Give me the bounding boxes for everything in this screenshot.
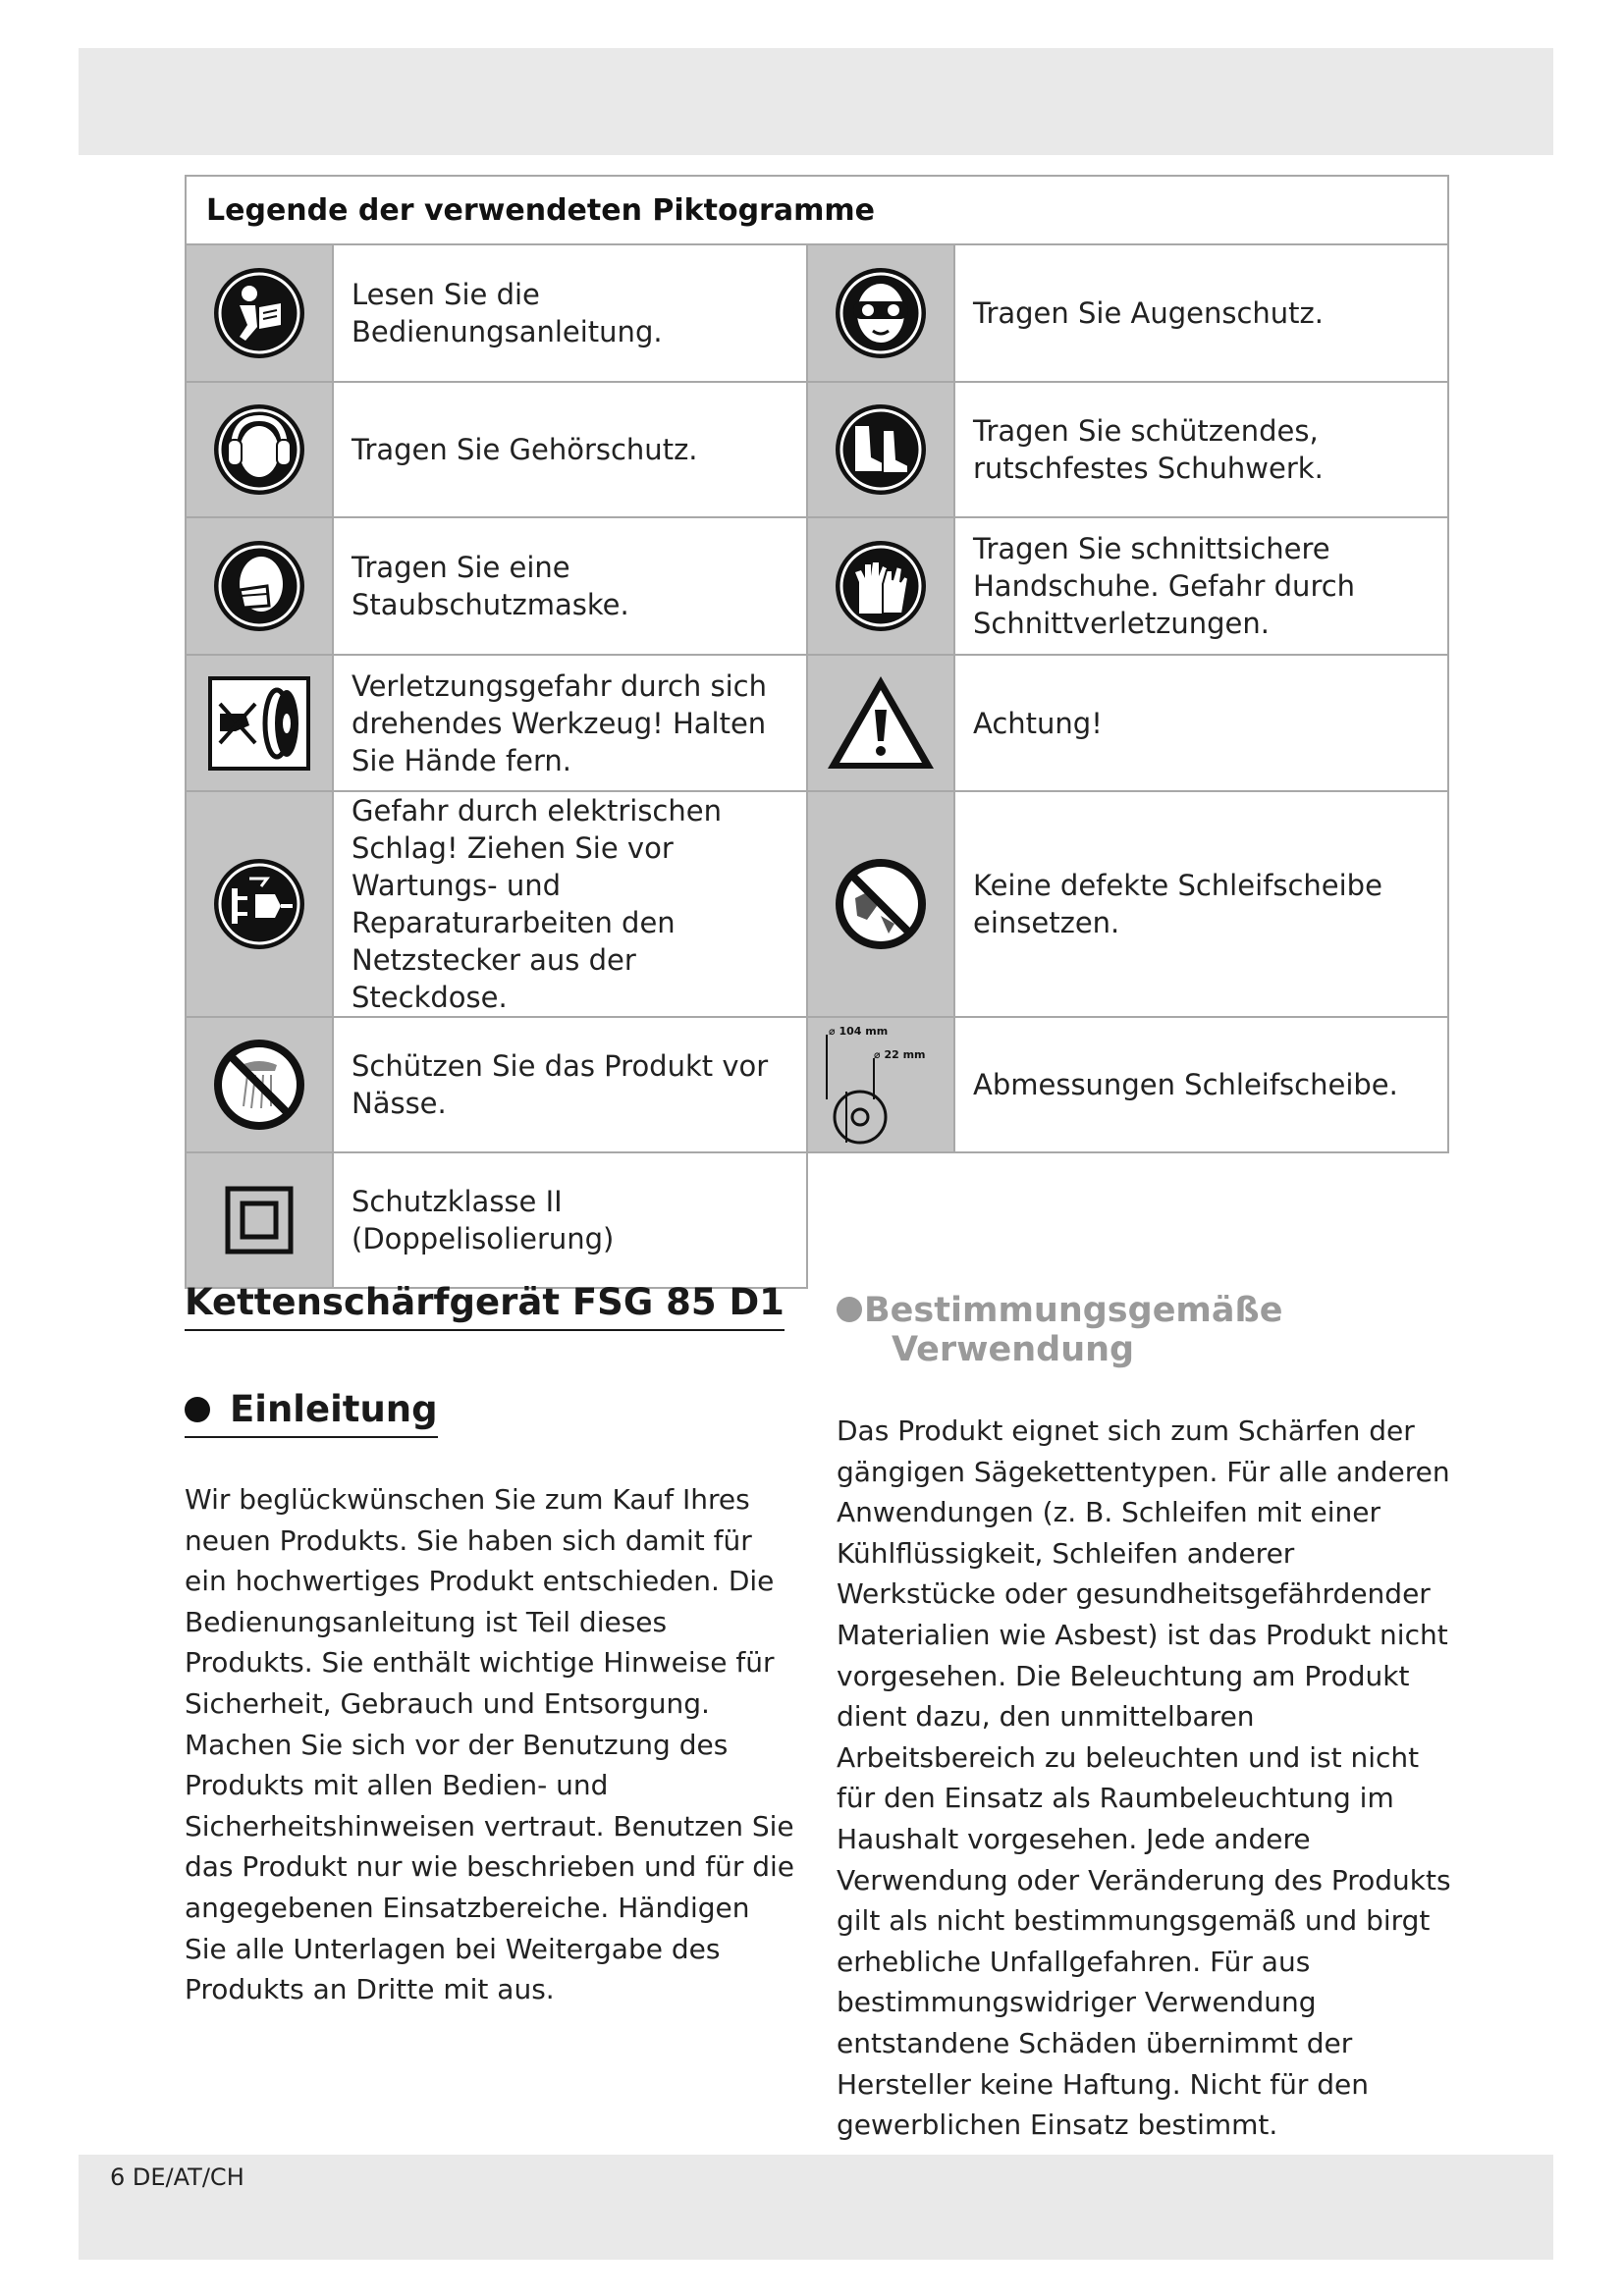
legend-text-rotating-tool: Verletzungsgefahr durch sich drehendes Werkzeug! Halten Sie Hände fern. <box>333 655 807 791</box>
legend-text-warning: Achtung! <box>954 655 1448 791</box>
pictogram-legend-table <box>185 175 1449 1289</box>
bullet-icon <box>185 1397 210 1422</box>
legend-title: Legende der verwendeten Piktogramme <box>186 176 1448 244</box>
dust-mask-icon <box>186 517 333 655</box>
legend-text-disc-dimensions: Abmessungen Schleifscheibe. <box>954 1017 1448 1152</box>
intro-heading <box>185 1388 438 1438</box>
legend-text-wetness: Schützen Sie das Produkt vor Nässe. <box>333 1017 807 1152</box>
protection-class-2-icon <box>186 1152 333 1288</box>
usage-heading <box>837 1291 1451 1369</box>
no-wetness-icon <box>186 1017 333 1152</box>
legend-text-hearing-protection: Tragen Sie Gehörschutz. <box>333 382 807 517</box>
footer-band <box>79 2155 1553 2260</box>
disc-dimensions-icon <box>807 1017 954 1152</box>
legend-text-unplug: Gefahr durch elektrischen Schlag! Ziehen Sie vor Wartungs- und Reparaturarbeiten den Netzstecker aus der Steckdose. <box>333 791 807 1017</box>
gloves-icon <box>807 517 954 655</box>
right-column <box>837 1291 1451 2146</box>
warning-triangle-icon <box>807 655 954 791</box>
bullet-icon <box>837 1297 862 1322</box>
page-number: 6 DE/AT/CH <box>110 2163 244 2191</box>
legend-text-read-manual: Lesen Sie die Bedienungsanleitung. <box>333 244 807 382</box>
legend-text-eye-protection: Tragen Sie Augenschutz. <box>954 244 1448 382</box>
legend-text-protection-class: Schutzklasse II (Doppelisolierung) <box>333 1152 807 1288</box>
legend-text-safety-boots: Tragen Sie schützendes, rutschfestes Schuhwerk. <box>954 382 1448 517</box>
hearing-protection-icon <box>186 382 333 517</box>
left-column <box>185 1281 799 2010</box>
header-band <box>79 48 1553 155</box>
legend-text-defective-disc: Keine defekte Schleifscheibe einsetzen. <box>954 791 1448 1017</box>
usage-heading-line2: Verwendung <box>892 1330 1135 1369</box>
usage-heading-line1: Bestimmungsgemäße <box>864 1291 1283 1330</box>
rotating-tool-hazard-icon <box>186 655 333 791</box>
intro-paragraph: Wir beglückwünschen Sie zum Kauf Ihres neuen Produkts. Sie haben sich damit für ein hochwertiges Produkt entschieden. Die Bedienungsanleitung ist Teil dieses Produkts. Sie enthält wichtige Hinweise für Sicherheit, Gebrauch und Entsorgung. Machen Sie sich vor der Benutzung des Produkts mit allen Bedien- und Sicherheitshinweisen vertraut. Benutzen Sie das Produkt nur wie beschrieben und für die angegebenen Einsatzbereiche. Händigen Sie alle Unterlagen bei Weitergabe des Produkts an Dritte mit aus. <box>185 1483 795 2006</box>
main-title: Kettenschärfgerät FSG 85 D1 <box>185 1281 785 1331</box>
safety-boots-icon <box>807 382 954 517</box>
eye-protection-icon <box>807 244 954 382</box>
legend-text-gloves: Tragen Sie schnittsichere Handschuhe. Gefahr durch Schnittverletzungen. <box>954 517 1448 655</box>
no-defective-disc-icon <box>807 791 954 1017</box>
empty-cell <box>807 1152 1448 1288</box>
legend-text-dust-mask: Tragen Sie eine Staubschutzmaske. <box>333 517 807 655</box>
disc-outer-diameter-label: ⌀ 104 mm <box>829 1025 889 1038</box>
read-manual-icon <box>186 244 333 382</box>
disc-inner-diameter-label: ⌀ 22 mm <box>874 1048 926 1061</box>
unplug-icon <box>186 791 333 1017</box>
usage-paragraph: Das Produkt eignet sich zum Schärfen der gängigen Sägekettentypen. Für alle anderen Anwendungen (z. B. Schleifen mit einer Kühlflüssigkeit, Schleifen anderer Werkstücke oder gesundheitsgefährdender Materialien wie Asbest) ist das Produkt nicht vorgesehen. Die Beleuchtung am Produkt dient dazu, den unmittelbaren Arbeitsbereich zu beleuchten und ist nicht für den Einsatz als Raumbeleuchtung im Haushalt vorgesehen. Jede andere Verwendung oder Veränderung des Produkts gilt als nicht bestimmungsgemäß und birgt erhebliche Unfallgefahren. Für aus bestimmungswidriger Verwendung entstandene Schäden übernimmt der Hersteller keine Haftung. Nicht für den gewerblichen Einsatz bestimmt. <box>837 1415 1451 2142</box>
intro-heading-text: Einleitung <box>230 1388 438 1430</box>
